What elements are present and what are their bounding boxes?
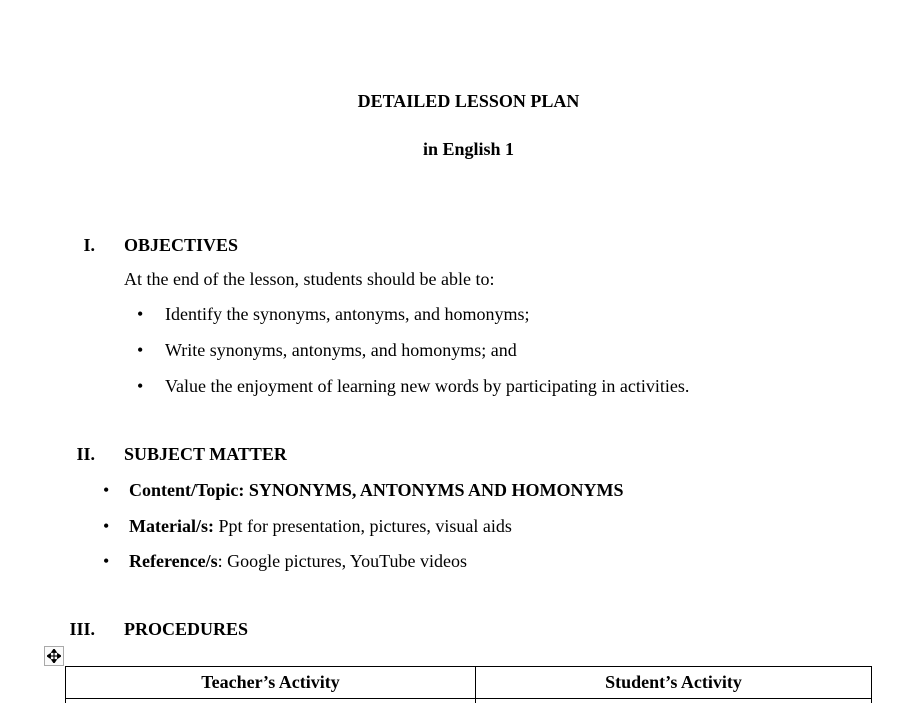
table-move-handle-icon[interactable] (44, 646, 64, 666)
objective-item (137, 340, 517, 360)
bullet-icon: • (103, 516, 110, 536)
bullet-icon: • (137, 376, 144, 396)
subject-matter-item-label: Reference/s (129, 551, 218, 571)
bullet-icon: • (103, 480, 110, 500)
section-3-heading: PROCEDURES (124, 619, 249, 639)
subject-matter-item-label: Content/Topic: SYNONYMS, ANTONYMS AND HOMONYMS (129, 480, 624, 500)
student-activity-header-cell: Student’s Activity (605, 672, 742, 692)
document-title: DETAILED LESSON PLAN (357, 91, 580, 111)
subject-matter-item-value: Ppt for presentation, pictures, visual aids (213, 516, 512, 536)
subject-matter-item (103, 551, 467, 571)
objective-item-text: Value the enjoyment of learning new words by participating in activities. (165, 376, 690, 396)
objective-item-text: Identify the synonyms, antonyms, and homonyms; (165, 304, 530, 324)
bullet-icon: • (137, 304, 144, 324)
subject-matter-item-text (129, 516, 512, 536)
section-1-heading: OBJECTIVES (124, 235, 239, 255)
teacher-activity-header-cell: Teacher’s Activity (66, 667, 476, 698)
objective-item-text: Write synonyms, antonyms, and homonyms; and (165, 340, 517, 360)
procedures-table (65, 666, 872, 703)
section-2-heading: SUBJECT MATTER (124, 444, 287, 464)
procedures-table-body-row (66, 699, 871, 703)
student-activity-body-cell (476, 699, 871, 703)
section-3-numeral: III. (69, 619, 95, 639)
document-subtitle: in English 1 (422, 139, 515, 159)
objectives-intro: At the end of the lesson, students should be able to: (124, 269, 495, 289)
teacher-activity-body-cell (66, 699, 476, 703)
subject-matter-item-text (129, 551, 467, 571)
move-cross-arrows-icon (47, 649, 61, 663)
bullet-icon: • (103, 551, 110, 571)
procedures-table-header-row (66, 667, 871, 699)
subject-matter-item-text (129, 480, 624, 500)
subject-matter-item (103, 516, 512, 536)
subject-matter-item (103, 480, 624, 500)
bullet-icon: • (137, 340, 144, 360)
subject-matter-item-label: Material/s: (129, 516, 214, 536)
objective-item (137, 376, 689, 396)
objective-item (137, 304, 529, 324)
section-2-numeral: II. (76, 444, 95, 464)
subject-matter-item-value: : Google pictures, YouTube videos (217, 551, 467, 571)
section-1-numeral: I. (83, 235, 95, 255)
